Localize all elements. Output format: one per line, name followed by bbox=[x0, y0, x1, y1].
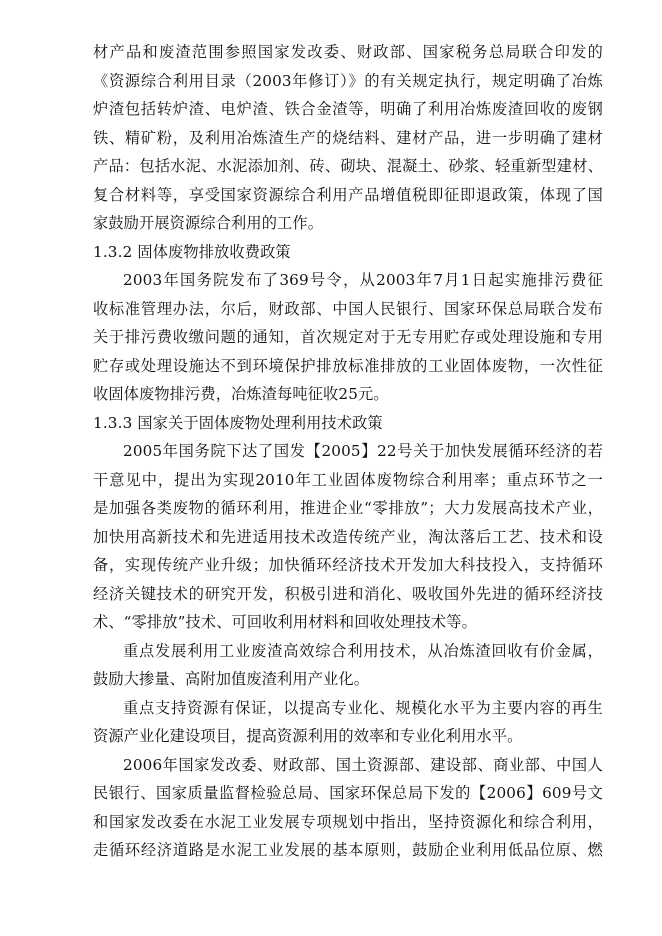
text-line: 家鼓励开展资源综合利用的工作。 bbox=[93, 214, 324, 232]
text-line: 走循环经济道路是水泥工业发展的基本原则，鼓励企业利用低品位原、燃 bbox=[93, 841, 603, 859]
paragraph-circular-economy bbox=[93, 437, 603, 637]
text-line: 炉渣包括转炉渣、电炉渣、铁合金渣等，明确了利用冶炼废渣回收的废钢 bbox=[93, 100, 603, 118]
document-page bbox=[93, 38, 603, 865]
text-line: 备，实现传统产业升级；加快循环经济技术开发加大科技投入，支持循环 bbox=[93, 556, 603, 574]
text-line: 干意见中，提出为实现2010年工业固体废物综合利用率；重点环节之一 bbox=[93, 470, 603, 489]
section-heading-1-3-2: 1.3.2 固体废物排放收费政策 bbox=[93, 242, 291, 261]
text-line: 2003年国务院发布了369号令，从2003年7月1日起实施排污费征 bbox=[123, 271, 603, 289]
text-line: 资源产业化建设项目，提高资源利用的效率和专业化利用水平。 bbox=[93, 727, 523, 745]
text-line: 鼓励大掺量、高附加值废渣利用产业化。 bbox=[93, 670, 370, 688]
text-line: 《资源综合利用目录（2003年修订）》的有关规定执行，规定明确了冶炼 bbox=[93, 71, 603, 90]
text-line: 重点支持资源有保证，以提高专业化、规模化水平为主要内容的再生 bbox=[123, 698, 603, 717]
text-line: 是加强各类废物的循环利用，推进企业“零排放”；大力发展高技术产业， bbox=[93, 499, 603, 517]
paragraph-cement-industry bbox=[93, 751, 603, 865]
text-line: 经济关键技术的研究开发，积极引进和消化、吸收国外先进的循环经济技 bbox=[93, 584, 603, 603]
text-line: 重点发展利用工业废渣高效综合利用技术，从冶炼渣回收有价金属， bbox=[123, 641, 603, 660]
text-line: 产品：包括水泥、水泥添加剂、砖、砌块、混凝土、砂浆、轻重新型建材、 bbox=[93, 157, 603, 175]
paragraph-resource-catalog bbox=[93, 38, 603, 238]
paragraph-renewable-resources bbox=[93, 694, 603, 751]
text-line: 术、“零排放”技术、可回收利用材料和回收处理技术等。 bbox=[93, 613, 477, 631]
text-line: 收标准管理办法，尔后，财政部、中国人民银行、国家环保总局联合发布 bbox=[93, 299, 603, 318]
text-line: 贮存或处理设施达不到环境保护排放标准排放的工业固体废物，一次性征 bbox=[93, 356, 603, 375]
paragraph-discharge-fee bbox=[93, 266, 603, 409]
text-line: 2005年国务院下达了国发【2005】22号关于加快发展循环经济的若 bbox=[123, 442, 603, 460]
text-line: 收固体废物排污费，冶炼渣每吨征收25元。 bbox=[93, 385, 389, 403]
paragraph-slag-utilization bbox=[93, 637, 603, 694]
text-line: 关于排污费收缴问题的通知，首次规定对于无专用贮存或处理设施和专用 bbox=[93, 328, 603, 346]
text-line: 复合材料等，享受国家资源综合利用产品增值税即征即退政策，体现了国 bbox=[93, 185, 603, 204]
text-line: 铁、精矿粉，及利用冶炼渣生产的烧结料、建材产品，进一步明确了建材 bbox=[93, 128, 603, 147]
text-line: 和国家发改委在水泥工业发展专项规划中指出，坚持资源化和综合利用， bbox=[93, 812, 603, 831]
text-line: 2006年国家发改委、财政部、国土资源部、建设部、商业部、中国人 bbox=[123, 755, 603, 774]
text-line: 民银行、国家质量监督检验总局、国家环保总局下发的【2006】609号文 bbox=[93, 784, 603, 802]
section-heading-1-3-3: 1.3.3 国家关于固体废物处理利用技术政策 bbox=[93, 413, 383, 432]
text-line: 材产品和废渣范围参照国家发改委、财政部、国家税务总局联合印发的 bbox=[93, 43, 603, 61]
text-line: 加快用高新技术和先进适用技术改造传统产业，淘汰落后工艺、技术和设 bbox=[93, 527, 603, 546]
